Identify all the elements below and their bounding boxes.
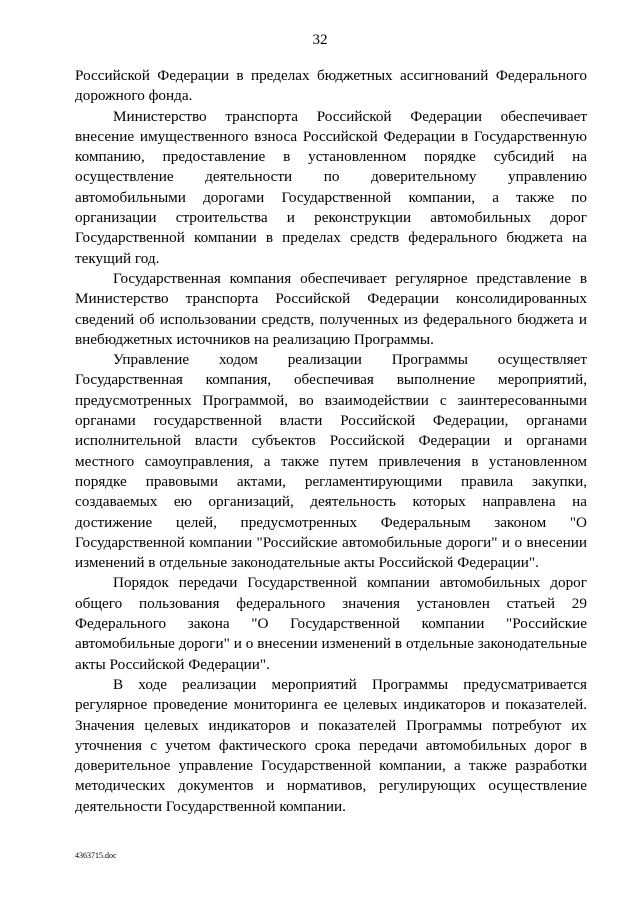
footer-document-code: 4363715.doc bbox=[75, 851, 117, 860]
paragraph-monitoring: В ходе реализации мероприятий Программы предусматривается регулярное проведение мониторинга ее целевых индикаторов и показателей. Значения целевых индикаторов и показателей Программы потребуют их уточнения с учетом фактического срока передачи автомобильных дорог в доверительное управление Государственной компании, а также разработки методических документов и нормативов, регулирующих осуществление деятельности Государственной компании. bbox=[75, 675, 587, 815]
paragraph-ministry-contribution: Министерство транспорта Российской Федерации обеспечивает внесение имущественного взноса Российской Федерации в Государственную компанию, предоставление в установленном порядке субсидий на осуществление деятельности по доверительному управлению автомобильными дорогами Государственной компании, а также по организации строительства и реконструкции автомобильных дорог Государственной компании в пределах средств федерального бюджета на текущий год. bbox=[75, 107, 587, 267]
page-number: 32 bbox=[312, 32, 328, 48]
paragraph-road-transfer: Порядок передачи Государственной компании автомобильных дорог общего пользования федерального значения установлен статьей 29 Федерального закона "О Государственной компании "Российские автомобильные дороги" и о внесении изменений в отдельные законодательные акты Российской Федерации". bbox=[75, 574, 587, 673]
paragraph-continuation: Российской Федерации в пределах бюджетных ассигнований Федерального дорожного фонда. bbox=[75, 67, 587, 105]
document-body bbox=[75, 66, 587, 817]
paragraph-reporting: Государственная компания обеспечивает регулярное представление в Министерство транспорта Российской Федерации консолидированных сведений об использовании средств, полученных из федерального бюджета и внебюджетных источников на реализацию Программы. bbox=[75, 269, 587, 348]
paragraph-program-management: Управление ходом реализации Программы осуществляет Государственная компания, обеспечивая выполнение мероприятий, предусмотренных Программой, во взаимодействии с заинтересованными органами государственной власти Российской Федерации, органами исполнительной власти субъектов Российской Федерации и органами местного самоуправления, а также путем привлечения в установленном порядке правовыми актами, регламентирующими правила закупки, создаваемых ею организаций, деятельность которых направлена на достижение целей, предусмотренных Федеральным законом "О Государственной компании "Российские автомобильные дороги" и о внесении изменений в отдельные законодательные акты Российской Федерации". bbox=[75, 351, 587, 572]
